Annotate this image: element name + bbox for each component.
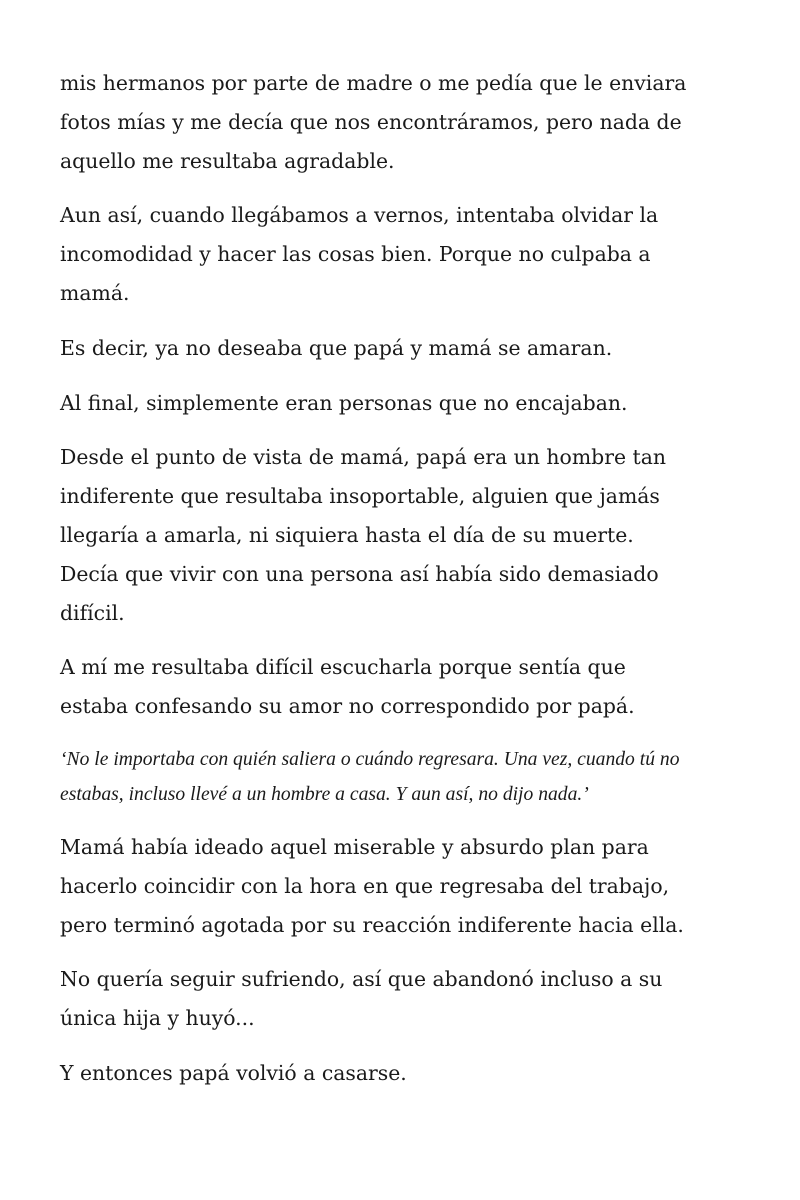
reading-page (60, 64, 750, 1109)
text-line: mis hermanos por parte de madre o me pedía que le enviara (60, 71, 687, 95)
paragraph (60, 64, 750, 180)
text-line: pero terminó agotada por su reacción indiferente hacia ella. (60, 912, 684, 937)
text-line: A mí me resultaba difícil escucharla porque sentía que (60, 655, 626, 680)
paragraph (60, 828, 750, 944)
text-line: única hija y huyó... (60, 1006, 255, 1031)
text-line: Al final, simplemente eran personas que no encajaban. (60, 390, 628, 415)
text-line: mamá. (60, 280, 130, 305)
text-line: estabas, incluso llevé a un hombre a casa. Y aun así, no dijo nada.’ (60, 783, 589, 805)
text-line: incomodidad y hacer las cosas bien. Porque no culpaba a (60, 242, 651, 267)
text-line: Aun así, cuando llegábamos a vernos, intentaba olvidar la (60, 203, 659, 228)
text-line: ‘No le importaba con quién saliera o cuándo regresara. Una vez, cuando tú no (60, 748, 680, 770)
text-line: hacerlo coincidir con la hora en que regresaba del trabajo, (60, 873, 670, 898)
text-line: estaba confesando su amor no correspondido por papá. (60, 694, 635, 719)
quoted-paragraph (60, 742, 750, 812)
text-line: llegaría a amarla, ni siquiera hasta el día de su muerte. (60, 522, 634, 547)
paragraph (60, 329, 750, 368)
paragraph (60, 1054, 750, 1093)
text-line: Mamá había ideado aquel miserable y absurdo plan para (60, 834, 649, 859)
text-line: fotos mías y me decía que nos encontráramos, pero nada de (60, 109, 682, 134)
text-line: Y entonces papá volvió a casarse. (60, 1060, 407, 1085)
text-line: indiferente que resultaba insoportable, alguien que jamás (60, 484, 660, 509)
text-line: Decía que vivir con una persona así había sido demasiado (60, 561, 659, 586)
text-line: aquello me resultaba agradable. (60, 148, 395, 173)
text-line: No quería seguir sufriendo, así que abandonó incluso a su (60, 967, 663, 992)
paragraph (60, 196, 750, 312)
paragraph (60, 384, 750, 423)
text-line: difícil. (60, 600, 125, 625)
text-line: Es decir, ya no deseaba que papá y mamá se amaran. (60, 335, 613, 360)
paragraph (60, 648, 750, 726)
paragraph (60, 960, 750, 1038)
text-line: Desde el punto de vista de mamá, papá era un hombre tan (60, 445, 666, 470)
paragraph (60, 438, 750, 632)
